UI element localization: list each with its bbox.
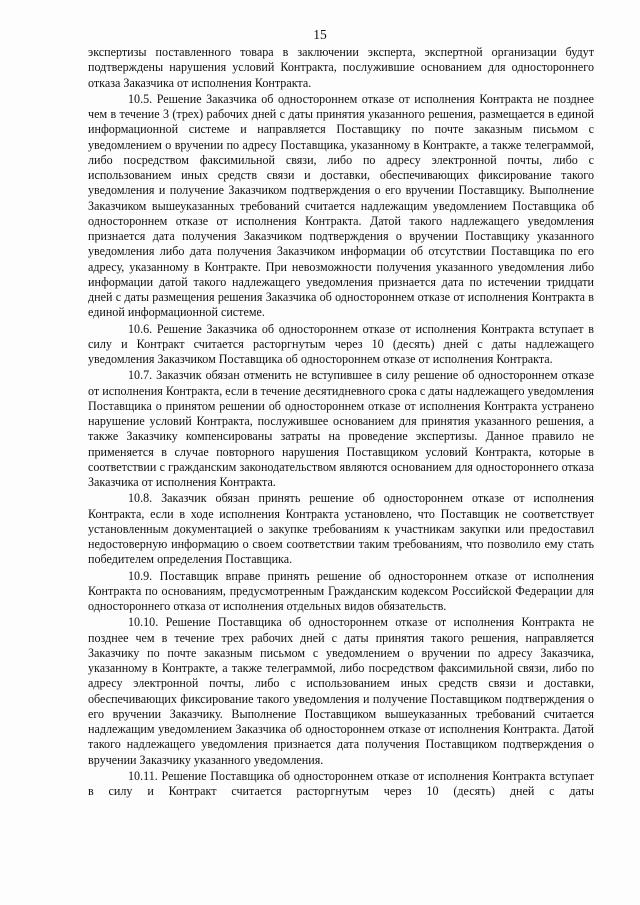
paragraph-10-8: 10.8. Заказчик обязан принять решение об одностороннем отказе от исполнения Контракта, если в ходе исполнения Контракта установлено, что Поставщик не соответствует установленным документацией о закупке требованиям к участникам закупки или предоставил недостоверную информацию о своем соответствии таким требованиям, что позволило ему стать победителем определения Поставщика. <box>88 491 594 567</box>
document-body <box>88 45 594 800</box>
paragraph-10-9: 10.9. Поставщик вправе принять решение об одностороннем отказе от исполнения Контракта по основаниям, предусмотренным Гражданским кодексом Российской Федерации для одностороннего отказа от исполнения отдельных видов обязательств. <box>88 568 594 613</box>
paragraph-10-11: 10.11. Решение Поставщика об одностороннем отказе от исполнения Контракта вступает в силу и Контракт считается расторгнутым через 10 (десять) дней с даты <box>88 768 594 798</box>
paragraph-10-10: 10.10. Решение Поставщика об одностороннем отказе от исполнения Контракта не позднее чем в течение трех рабочих дней с даты принятия такого решения, направляется Заказчику по почте заказным письмом с уведомлением о вручении по адресу Заказчика, указанному в Контракте, а также телеграммой, либо посредством факсимильной связи, либо по адресу электронной почты, либо с использованием иных средств связи и доставки, обеспечивающих фиксирование такого уведомления и получение Поставщиком подтверждения о его вручении Заказчику. Выполнение Поставщиком вышеуказанных требований считается надлежащим уведомлением Заказчика об одностороннем отказе от исполнения Контракта. Датой такого надлежащего уведомления признается дата получения Поставщиком подтверждения о вручении Заказчику указанного уведомления. <box>88 615 594 767</box>
paragraph-continuation: экспертизы поставленного товара в заключении эксперта, экспертной организации будут подтверждены нарушения условий Контракта, послужившие основанием для одностороннего отказа Заказчика от исполнения Контракта. <box>88 45 594 90</box>
paragraph-10-7: 10.7. Заказчик обязан отменить не вступившее в силу решение об одностороннем отказе от исполнения Контракта, если в течение десятидневного срока с даты надлежащего уведомления Поставщика о принятом решении об одностороннем отказе от исполнения Контракта устранено нарушение условий Контракта, послужившее основанием для принятия указанного решения, а также Заказчику компенсированы затраты на проведение экспертизы. Данное правило не применяется в случае повторного нарушения Поставщиком условий Контракта, которые в соответствии с гражданским законодательством являются основанием для одностороннего отказа Заказчика от исполнения Контракта. <box>88 368 594 489</box>
paragraph-10-6: 10.6. Решение Заказчика об одностороннем отказе от исполнения Контракта вступает в силу и Контракт считается расторгнутым через 10 (десять) дней с даты надлежащего уведомления Заказчиком Поставщика об одностороннем отказе от исполнения Контракта. <box>88 321 594 366</box>
page-number: 15 <box>313 27 327 42</box>
paragraph-10-5: 10.5. Решение Заказчика об одностороннем отказе от исполнения Контракта не позднее чем в течение 3 (трех) рабочих дней с даты принятия указанного решения, размещается в единой информационной системе и направляется Поставщику по почте заказным письмом с уведомлением о вручении по адресу Поставщика, указанному в Контракте, а также телеграммой, либо посредством факсимильной связи, либо по адресу электронной почты, либо с использованием иных средств связи и доставки, обеспечивающих фиксирование такого уведомления и получение Заказчиком подтверждения о его вручении Поставщику. Выполнение Заказчиком вышеуказанных требований считается надлежащим уведомлением Поставщика об одностороннем отказе от исполнения Контракта. Датой такого надлежащего уведомления признается дата получения Заказчиком подтверждения о вручении Поставщику указанного уведомления либо дата получения Заказчиком информации об отсутствии Поставщика по его адресу, указанному в Контракте. При невозможности получения указанного уведомления либо информации датой такого надлежащего уведомления признается дата по истечении тридцати дней с даты размещения решения Заказчика об одностороннем отказе от исполнения Контракта в единой информационной системе. <box>88 91 594 320</box>
